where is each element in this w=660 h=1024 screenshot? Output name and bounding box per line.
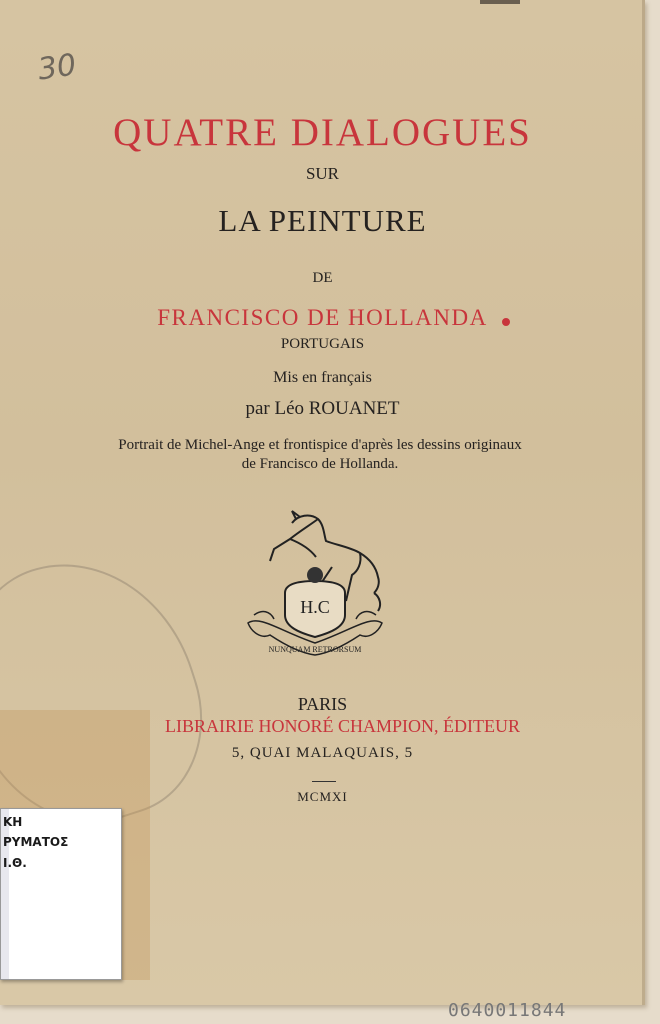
publisher-emblem: [240, 505, 390, 660]
library-label: [0, 808, 122, 980]
label-line-3: Ι.Θ.: [3, 856, 27, 870]
top-tear-mark: [480, 0, 520, 4]
title-line-2: SUR: [305, 164, 340, 183]
red-dot-mark: [502, 318, 510, 326]
illustrations-note: Portrait de Michel-Ange et frontispice d'après les dessins originaux de Francisco de Hollanda.: [118, 437, 522, 472]
barcode-number: 0640011844: [448, 1000, 567, 1021]
author-nationality: PORTUGAIS: [280, 336, 365, 352]
publisher-name: LIBRAIRIE HONORÉ CHAMPION, ÉDITEUR: [165, 716, 520, 736]
pencil-mark: 30: [35, 47, 79, 88]
label-line-2: ΡΥΜΑΤΟΣ: [3, 835, 69, 849]
label-line-1: ΚΗ: [3, 815, 23, 829]
emblem-monogram: H.C: [300, 597, 330, 617]
publication-year: MCMXI: [297, 789, 348, 804]
author-name: FRANCISCO DE HOLLANDA: [157, 305, 488, 330]
de-label: DE: [312, 270, 333, 286]
publisher-address: 5, QUAI MALAQUAIS, 5: [231, 745, 414, 761]
emblem-motto: NUNQUAM RETRORSUM: [268, 645, 362, 654]
translation-note: Mis en français: [273, 369, 372, 386]
shield-icon: [285, 567, 345, 637]
publisher-city: PARIS: [297, 694, 348, 714]
translator-name: par Léo ROUANET: [245, 398, 400, 419]
title-line-1: QUATRE DIALOGUES: [113, 111, 532, 154]
title-line-3: LA PEINTURE: [218, 203, 427, 238]
divider-rule: [312, 781, 336, 782]
